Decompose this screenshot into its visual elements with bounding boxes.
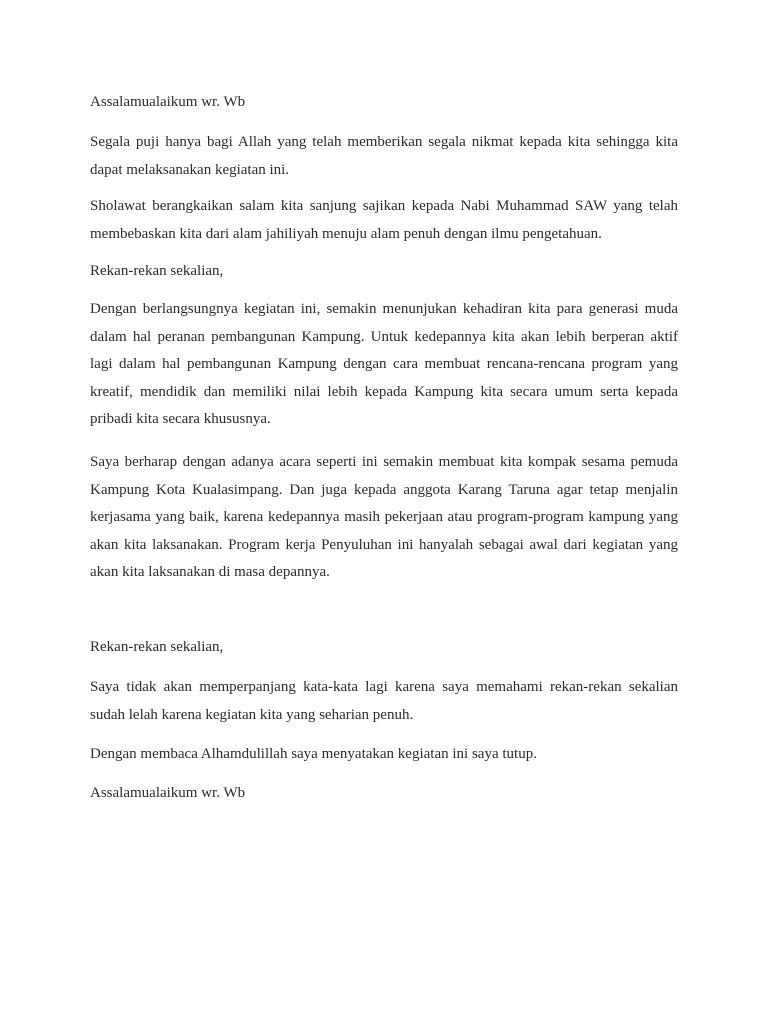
text-line: kerjasama yang baik, karena kedepannya masih pekerjaan atau program-program kampung yang bbox=[90, 509, 678, 525]
text-line: Saya tidak akan memperpanjang kata-kata lagi karena saya memahami rekan-rekan sekalian bbox=[90, 679, 678, 695]
text-line: Dengan membaca Alhamdulillah saya menyatakan kegiatan ini saya tutup. bbox=[90, 746, 537, 762]
text-line: sudah lelah karena kegiatan kita yang seharian penuh. bbox=[90, 706, 414, 723]
sholawat-paragraph bbox=[90, 193, 678, 248]
text-line: Dengan berlangsungnya kegiatan ini, semakin menunjukan kehadiran kita para generasi muda bbox=[90, 301, 678, 317]
text-line: kreatif, mendidik dan memiliki nilai lebih kepada Kampung kita secara umum serta kepada bbox=[90, 383, 678, 400]
text-line: Segala puji hanya bagi Allah yang telah memberikan segala nikmat kepada kita sehingga kita bbox=[90, 134, 678, 150]
closing-paragraph-1 bbox=[90, 674, 678, 729]
text-line: Saya berharap dengan adanya acara seperti ini semakin membuat kita kompak sesama pemuda bbox=[90, 454, 678, 470]
text-line: akan kita laksanakan di masa depannya. bbox=[90, 564, 330, 580]
text-line: Rekan-rekan sekalian, bbox=[90, 263, 224, 279]
text-line: akan kita laksanakan. Program kerja Penyuluhan ini hanyalah sebagai awal dari kegiatan yang bbox=[90, 536, 678, 553]
text-line: membebaskan kita dari alam jahiliyah menuju alam penuh dengan ilmu pengetahuan. bbox=[90, 225, 602, 242]
text-line: lagi dalam hal pembangunan Kampung dengan cara membuat rencana-rencana program yang bbox=[90, 356, 678, 372]
text-line: Kampung Kota Kualasimpang. Dan juga kepada anggota Karang Taruna agar tetap menjalin bbox=[90, 481, 678, 498]
address-paragraph-1 bbox=[90, 258, 678, 286]
text-line: Assalamualaikum wr. Wb bbox=[90, 785, 246, 801]
text-line: Sholawat berangkaikan salam kita sanjung sajikan kepada Nabi Muhammad SAW yang telah bbox=[90, 198, 678, 214]
address-paragraph-2 bbox=[90, 634, 678, 662]
body-paragraph-2 bbox=[90, 449, 678, 587]
greeting-opening bbox=[90, 89, 678, 117]
text-line: dalam hal peranan pembangunan Kampung. Untuk kedepannya kita akan lebih berperan aktif bbox=[90, 328, 678, 345]
text-line: Rekan-rekan sekalian, bbox=[90, 639, 224, 655]
text-line: dapat melaksanakan kegiatan ini. bbox=[90, 161, 290, 178]
greeting-closing bbox=[90, 780, 678, 808]
body-paragraph-1 bbox=[90, 296, 678, 434]
praise-paragraph bbox=[90, 129, 678, 184]
text-line: pribadi kita secara khususnya. bbox=[90, 411, 271, 427]
closing-paragraph-2 bbox=[90, 741, 678, 769]
text-line: Assalamualaikum wr. Wb bbox=[90, 94, 246, 110]
